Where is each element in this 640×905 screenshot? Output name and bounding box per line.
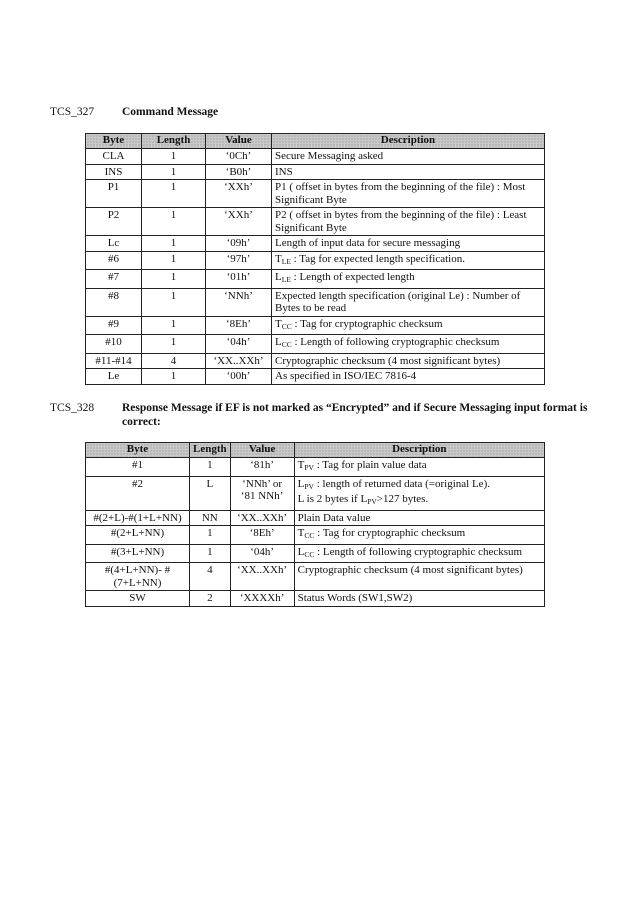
table-row xyxy=(86,563,545,591)
cell-value: ‘81h’ xyxy=(230,458,294,477)
symbol-subscript: CC xyxy=(304,549,315,559)
cell-length: 1 xyxy=(190,458,231,477)
cell-description xyxy=(272,335,545,354)
column-header-description: Description xyxy=(294,443,544,458)
table-row xyxy=(86,591,545,607)
cell-description xyxy=(272,149,545,165)
cell-byte: Lc xyxy=(86,236,142,252)
description-text: Length of input data for secure messaging xyxy=(275,237,461,249)
cell-description xyxy=(272,180,545,208)
cell-length: 1 xyxy=(142,149,206,165)
cell-description xyxy=(272,369,545,385)
description-text: L is 2 bytes if L xyxy=(297,493,368,505)
cell-byte: #8 xyxy=(86,288,142,316)
description-text: P2 ( offset in bytes from the beginning of the file) : Least Significant Byte xyxy=(275,209,527,234)
table-row xyxy=(86,510,545,526)
cell-description xyxy=(294,476,544,510)
cell-length: 1 xyxy=(142,316,206,335)
table-row xyxy=(86,544,545,563)
column-header-byte: Byte xyxy=(86,134,142,149)
table-row xyxy=(86,369,545,385)
cell-value: ‘01h’ xyxy=(206,270,272,289)
symbol-subscript: CC xyxy=(304,531,315,540)
description-text: Plain Data value xyxy=(297,511,371,524)
cell-description xyxy=(272,164,545,180)
cell-byte: #9 xyxy=(86,316,142,335)
symbol-subscript: CC xyxy=(281,340,292,349)
symbol-subscript: PV xyxy=(304,481,314,491)
cell-value: ‘XX..XXh’ xyxy=(206,353,272,369)
symbol-subscript: LE xyxy=(281,256,291,266)
cell-value: ‘XX..XXh’ xyxy=(230,563,294,591)
cell-byte: INS xyxy=(86,164,142,180)
symbol-subscript: LE xyxy=(281,275,291,284)
cell-value: ‘NNh’ xyxy=(206,288,272,316)
description-text: INS xyxy=(275,165,293,178)
cell-description xyxy=(294,544,544,563)
cell-byte: #10 xyxy=(86,335,142,354)
description-text: : Tag for expected length specification. xyxy=(290,252,465,265)
table-row xyxy=(86,288,545,316)
command-message-table xyxy=(85,133,545,385)
cell-byte: CLA xyxy=(86,149,142,165)
cell-byte: #11-#14 xyxy=(86,353,142,369)
symbol: T xyxy=(275,252,282,265)
table-row xyxy=(86,458,545,477)
response-message-table xyxy=(85,442,545,607)
table-row xyxy=(86,270,545,289)
symbol: T xyxy=(297,527,305,539)
section1-heading xyxy=(50,105,590,119)
cell-description xyxy=(294,591,544,607)
table-row xyxy=(86,164,545,180)
description-text: Cryptographic checksum (4 most significant bytes) xyxy=(297,564,523,576)
cell-value: ‘04h’ xyxy=(230,544,294,563)
cell-length: 1 xyxy=(190,526,231,545)
symbol-subscript: PV xyxy=(367,497,377,506)
cell-byte: #(3+L+NN) xyxy=(86,544,190,563)
cell-description xyxy=(294,563,544,591)
table-row xyxy=(86,180,545,208)
cell-value: ‘NNh’ or ‘81 NNh’ xyxy=(230,476,294,510)
description-text: Expected length specification (original Le) : Number of Bytes to be read xyxy=(275,289,521,314)
section2-heading xyxy=(50,401,610,428)
cell-value: ‘B0h’ xyxy=(206,164,272,180)
cell-value: ‘XXh’ xyxy=(206,180,272,208)
column-header-description: Description xyxy=(272,134,545,149)
cell-description xyxy=(272,353,545,369)
table-row xyxy=(86,149,545,165)
cell-length: 1 xyxy=(142,208,206,236)
column-header-length: Length xyxy=(190,443,231,458)
cell-description xyxy=(272,316,545,335)
cell-description xyxy=(294,458,544,477)
cell-length: 1 xyxy=(142,164,206,180)
cell-byte: Le xyxy=(86,369,142,385)
cell-length: 4 xyxy=(190,563,231,591)
section2-number: TCS_328 xyxy=(50,402,95,414)
cell-description xyxy=(272,236,545,252)
cell-value: ‘XXh’ xyxy=(206,208,272,236)
description-text: : length of returned data (=original Le). xyxy=(313,477,490,490)
table-row xyxy=(86,526,545,545)
cell-length: 1 xyxy=(142,251,206,270)
table-row xyxy=(86,236,545,252)
description-text: : Length of following cryptographic checksum xyxy=(291,336,500,348)
cell-byte: #(2+L)-#(1+L+NN) xyxy=(86,510,190,526)
section2-title: Response Message if EF is not marked as “Encrypted” and if Secure Messaging input format is correct: xyxy=(122,402,588,428)
cell-length: 1 xyxy=(142,180,206,208)
column-header-length: Length xyxy=(142,134,206,149)
symbol-subscript: CC xyxy=(281,321,292,331)
symbol: L xyxy=(275,271,282,283)
table-header-row xyxy=(86,443,545,458)
symbol: T xyxy=(297,459,305,471)
table-row xyxy=(86,353,545,369)
description-text: : Length of following cryptographic checksum xyxy=(314,545,523,558)
cell-value: ‘00h’ xyxy=(206,369,272,385)
description-text: >127 bytes. xyxy=(376,493,429,505)
cell-byte: P2 xyxy=(86,208,142,236)
section1-number: TCS_327 xyxy=(50,106,95,118)
description-text: : Tag for plain value data xyxy=(313,459,427,471)
cell-byte: P1 xyxy=(86,180,142,208)
cell-description xyxy=(294,526,544,545)
response-message-rows xyxy=(86,458,545,607)
command-message-rows xyxy=(86,149,545,385)
cell-length: 1 xyxy=(190,544,231,563)
cell-value: ‘0Ch’ xyxy=(206,149,272,165)
symbol: L xyxy=(297,545,305,558)
symbol: T xyxy=(275,317,282,330)
description-text: Status Words (SW1,SW2) xyxy=(297,592,413,604)
cell-byte: #(2+L+NN) xyxy=(86,526,190,545)
description-text: Secure Messaging asked xyxy=(275,150,384,162)
cell-length: 1 xyxy=(142,369,206,385)
cell-description xyxy=(272,251,545,270)
cell-length: 1 xyxy=(142,236,206,252)
description-text: Cryptographic checksum (4 most significant bytes) xyxy=(275,354,501,367)
symbol: L xyxy=(297,477,305,490)
cell-length: 2 xyxy=(190,591,231,607)
table-row xyxy=(86,335,545,354)
column-header-value: Value xyxy=(230,443,294,458)
cell-value: ‘97h’ xyxy=(206,251,272,270)
cell-description xyxy=(294,510,544,526)
cell-length: 1 xyxy=(142,288,206,316)
cell-value: ‘8Eh’ xyxy=(230,526,294,545)
cell-value: ‘8Eh’ xyxy=(206,316,272,335)
symbol-subscript: PV xyxy=(304,463,314,472)
description-text: : Tag for cryptographic checksum xyxy=(314,527,466,539)
table-row xyxy=(86,316,545,335)
cell-byte: #7 xyxy=(86,270,142,289)
cell-byte: #6 xyxy=(86,251,142,270)
cell-byte: #(4+L+NN)- #(7+L+NN) xyxy=(86,563,190,591)
symbol: L xyxy=(275,336,282,348)
cell-description xyxy=(272,270,545,289)
cell-byte: #1 xyxy=(86,458,190,477)
table-header-row xyxy=(86,134,545,149)
cell-length: NN xyxy=(190,510,231,526)
description-text: As specified in ISO/IEC 7816-4 xyxy=(275,370,417,382)
description-text: : Tag for cryptographic checksum xyxy=(291,317,443,330)
section1-title: Command Message xyxy=(122,106,219,118)
cell-length: L xyxy=(190,476,231,510)
column-header-byte: Byte xyxy=(86,443,190,458)
cell-length: 4 xyxy=(142,353,206,369)
cell-value: ‘XXXXh’ xyxy=(230,591,294,607)
cell-length: 1 xyxy=(142,270,206,289)
cell-value: ‘04h’ xyxy=(206,335,272,354)
cell-description xyxy=(272,208,545,236)
description-text: P1 ( offset in bytes from the beginning of the file) : Most Significant Byte xyxy=(275,181,526,206)
table-row xyxy=(86,476,545,510)
table-row xyxy=(86,251,545,270)
cell-byte: #2 xyxy=(86,476,190,510)
cell-description xyxy=(272,288,545,316)
description-text: : Length of expected length xyxy=(290,271,415,283)
cell-value: ‘XX..XXh’ xyxy=(230,510,294,526)
cell-byte: SW xyxy=(86,591,190,607)
column-header-value: Value xyxy=(206,134,272,149)
cell-value: ‘09h’ xyxy=(206,236,272,252)
cell-length: 1 xyxy=(142,335,206,354)
table-row xyxy=(86,208,545,236)
